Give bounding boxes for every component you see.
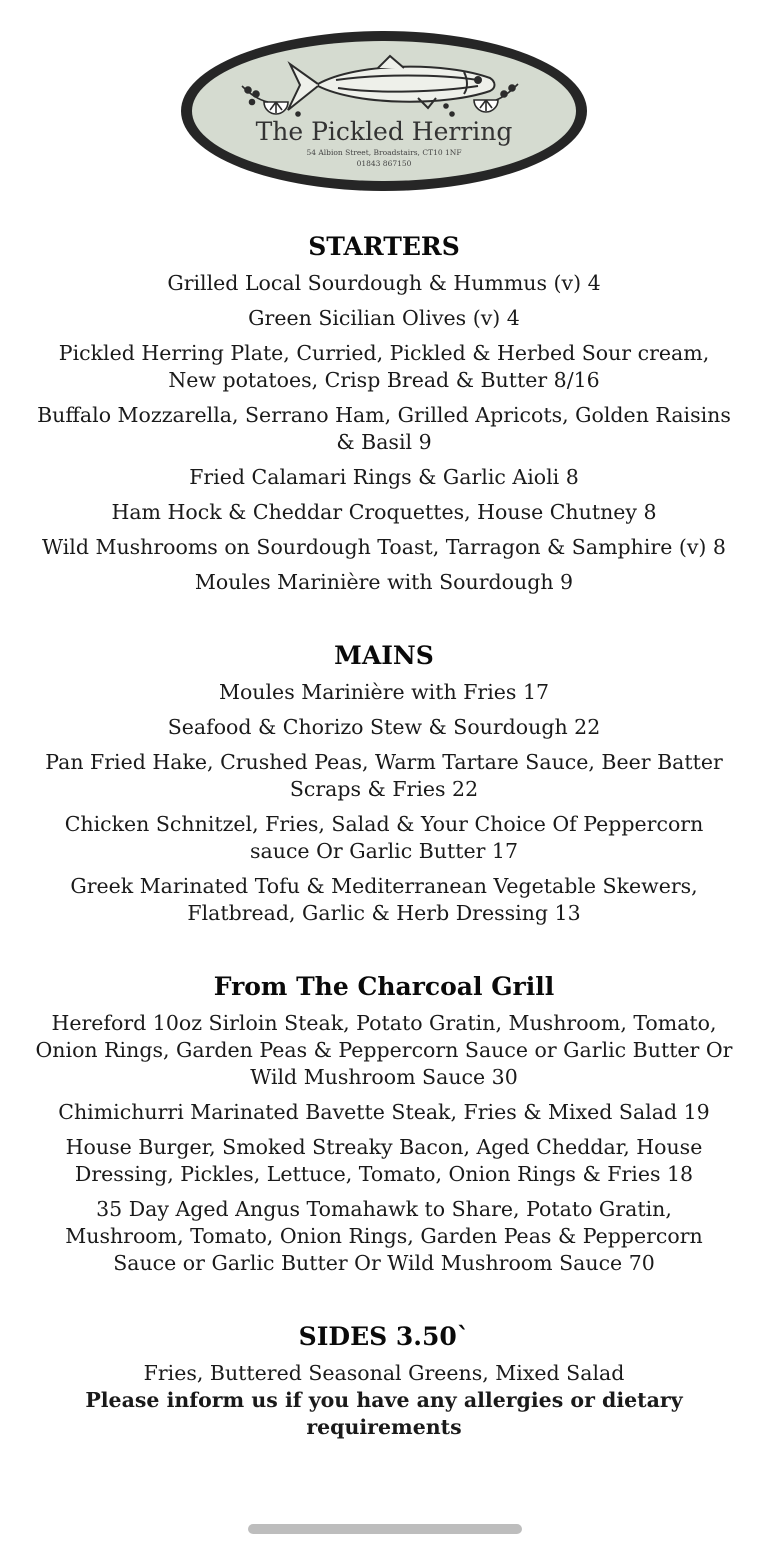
menu-item: Hereford 10oz Sirloin Steak, Potato Gratin, Mushroom, Tomato, Onion Rings, Garden Peas & Peppercorn Sauce or Garlic Butter Or Wild Mushroom Sauce 30 [35, 1011, 733, 1089]
starters-heading: STARTERS [308, 232, 460, 261]
menu-item: Pickled Herring Plate, Curried, Pickled & Herbed Sour cream, New potatoes, Crisp Bread & Butter 8/16 [58, 341, 710, 392]
mains-section [0, 641, 768, 927]
sides-heading: SIDES 3.50` [298, 1322, 470, 1351]
menu-item: Greek Marinated Tofu & Mediterranean Vegetable Skewers, Flatbread, Garlic & Herb Dressing 13 [70, 874, 698, 925]
menu-item: Chimichurri Marinated Bavette Steak, Fries & Mixed Salad 19 [58, 1100, 710, 1124]
allergy-notice: Please inform us if you have any allergies or dietary requirements [85, 1388, 683, 1439]
menu-item: Ham Hock & Cheddar Croquettes, House Chutney 8 [111, 500, 657, 524]
menu-item: Moules Marinière with Fries 17 [218, 680, 550, 704]
restaurant-logo [178, 28, 590, 194]
menu-item: 35 Day Aged Angus Tomahawk to Share, Potato Gratin, Mushroom, Tomato, Onion Rings, Garden Peas & Peppercorn Sauce or Garlic Butter Or Wild Mushroom Sauce 70 [65, 1197, 703, 1275]
starters-section [0, 232, 768, 596]
menu-item: Wild Mushrooms on Sourdough Toast, Tarragon & Samphire (v) 8 [42, 535, 726, 559]
grill-section [0, 972, 768, 1277]
menu-content [0, 232, 768, 1441]
mains-heading: MAINS [334, 641, 434, 670]
sides-list: Fries, Buttered Seasonal Greens, Mixed Salad [143, 1361, 625, 1385]
logo-address: 54 Albion Street, Broadstairs, CT10 1NF [306, 148, 462, 157]
home-indicator[interactable] [248, 1524, 522, 1534]
menu-item: Seafood & Chorizo Stew & Sourdough 22 [167, 715, 601, 739]
menu-item: Fried Calamari Rings & Garlic Aioli 8 [189, 465, 579, 489]
logo-phone: 01843 867150 [356, 159, 412, 168]
menu-item: Grilled Local Sourdough & Hummus (v) 4 [167, 271, 601, 295]
menu-item: Pan Fried Hake, Crushed Peas, Warm Tartare Sauce, Beer Batter Scraps & Fries 22 [45, 750, 723, 801]
menu-item: House Burger, Smoked Streaky Bacon, Aged Cheddar, House Dressing, Pickles, Lettuce, Tomato, Onion Rings & Fries 18 [65, 1135, 703, 1186]
menu-item: Buffalo Mozzarella, Serrano Ham, Grilled Apricots, Golden Raisins & Basil 9 [37, 403, 731, 454]
menu-item: Chicken Schnitzel, Fries, Salad & Your Choice Of Peppercorn sauce Or Garlic Butter 17 [64, 812, 704, 863]
logo-name: The Pickled Herring [255, 117, 513, 146]
sides-section [0, 1322, 768, 1441]
grill-heading: From The Charcoal Grill [213, 972, 555, 1001]
menu-item: Moules Marinière with Sourdough 9 [194, 570, 574, 594]
menu-item: Green Sicilian Olives (v) 4 [248, 306, 520, 330]
